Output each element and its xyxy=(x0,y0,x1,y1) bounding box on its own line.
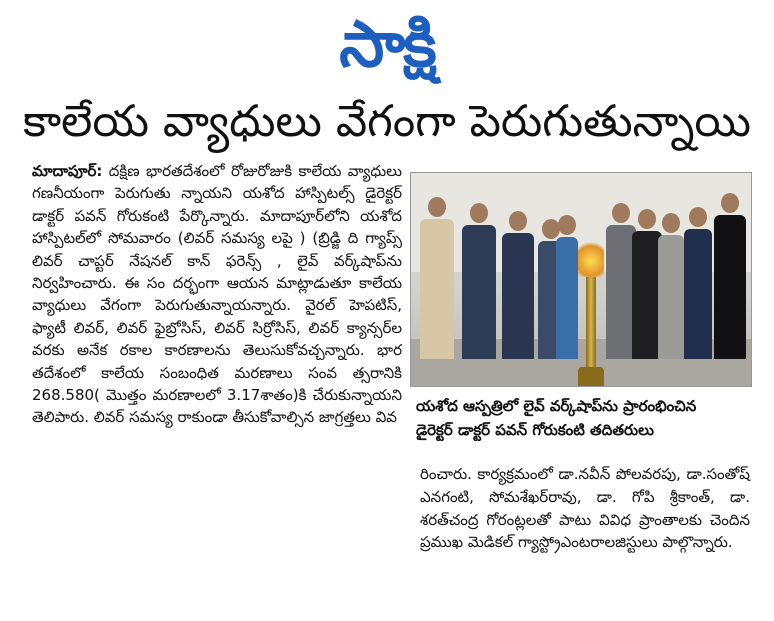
photo-caption-line-1: యశోద ఆస్పత్రిలో లైవ్ వర్క్‌షాప్‌ను ప్రారంభించిన xyxy=(416,397,697,415)
photo-caption-line-2: డైరెక్టర్ డాక్టర్ పవన్ గోరుకంటి తదితరులు xyxy=(416,421,654,439)
article-body-right xyxy=(420,463,750,554)
article-headline: కాలేయ వ్యాధులు వేగంగా పెరుగుతున్నాయి xyxy=(23,96,751,147)
article-text-left: దక్షిణ భారతదేశంలో రోజురోజుకి కాలేయ వ్యాధులు గణనీయంగా పెరుగుతు న్నాయని యశోద హాస్పిటల్స్ డైరెక్టర్ డాక్టర్ పవన్ గోరుకంటి పేర్కొన్నారు. మాదాపూర్‌లోని యశోద హాస్పిటల్‌లో సోమవారం (లివర్ సమస్య లపై ) (బ్రిడ్జి ది గ్యాప్స్ లివర్ చాప్టర్ నేషనల్ కాన్ ఫరెన్స్ , లైవ్ వర్క్‌షాప్‌ను నిర్వహించారు. ఈ సం దర్భంగా ఆయన మాట్లాడుతూ కాలేయ వ్యాధులు వేగంగా పెరుగుతున్నాయన్నారు. వైరల్ హెపటిస్, ఫ్యాటీ లివర్, లివర్ ఫైబ్రోసిస్, లివర్ సిర్రోసిస్, లివర్ క్యాన్సర్‌ల వరకు అనేక రకాల కారణాలను తెలుసుకోవచ్చన్నారు. భార తదేశంలో కాలేయ సంబంధిత మరణాలు సంవ త్సరానికి 268.580( మొత్తం మరణాలలో 3.17శాతం)కి చేరుకున్నాయని తెలిపారు. లివర్ సమస్య రాకుండా తీసుకోవాల్సిన జాగ్రత్తలు వివ xyxy=(32,162,402,427)
article-body-left xyxy=(32,160,402,600)
photo-caption xyxy=(416,394,756,442)
masthead xyxy=(0,0,774,90)
newspaper-logo: సాక్షి xyxy=(339,8,435,82)
photo-frame xyxy=(410,172,752,387)
article-text-right: రించారు. కార్యక్రమంలో డా.నవీన్ పోలవరపు, డా.సంతోష్ ఎనగంటి, సోమశేఖర్‌రావు, డా. గోపి శ్రీకాంత్, డా. శరత్‌చంద్ర గోరంట్లలతో పాటు వివిధ ప్రాంతాలకు చెందిన ప్రముఖ మెడికల్ గ్యాస్ట్రోఎంటరాలజిస్టులు పాల్గొన్నారు. xyxy=(420,465,750,552)
article-dateline: మాదాపూర్: xyxy=(32,162,103,180)
